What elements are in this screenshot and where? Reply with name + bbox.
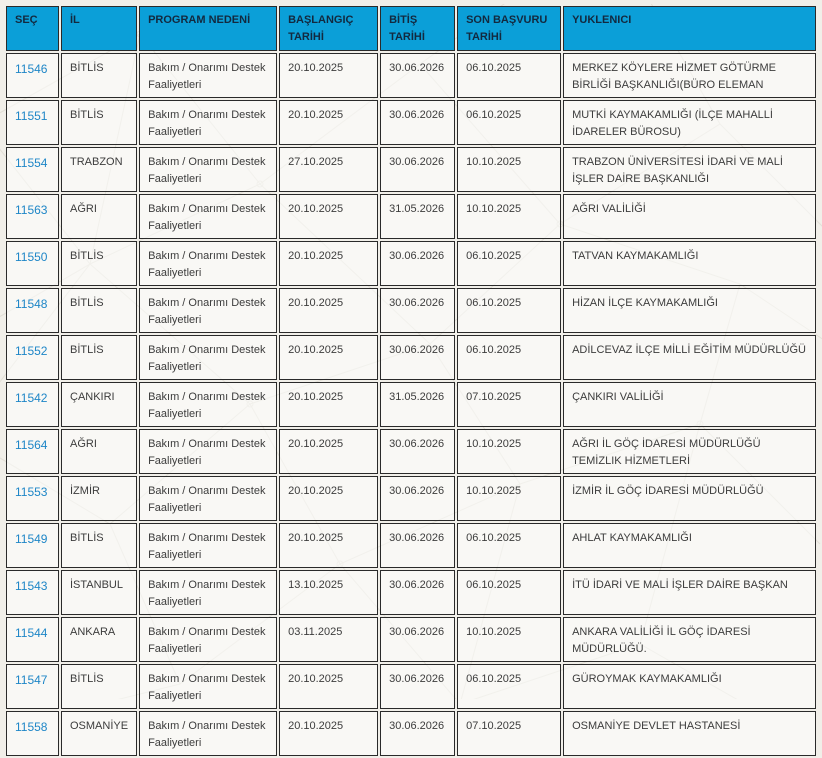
column-header-sec: SEÇ	[6, 6, 59, 51]
column-header-program: PROGRAM NEDENİ	[139, 6, 277, 51]
cell-bitis: 30.06.2026	[380, 53, 455, 98]
cell-yuklenici: ADİLCEVAZ İLÇE MİLLİ EĞİTİM MÜDÜRLÜĞÜ	[563, 335, 816, 380]
cell-program: Bakım / Onarımı Destek Faaliyetleri	[139, 288, 277, 333]
cell-yuklenici: AĞRI VALİLİĞİ	[563, 194, 816, 239]
cell-son_basvuru: 06.10.2025	[457, 100, 561, 145]
row-select-link[interactable]: 11550	[15, 250, 48, 265]
cell-yuklenici: HİZAN İLÇE KAYMAKAMLIĞI	[563, 288, 816, 333]
cell-baslangic: 20.10.2025	[279, 288, 378, 333]
cell-yuklenici: AHLAT KAYMAKAMLIĞI	[563, 523, 816, 568]
cell-sec	[6, 335, 59, 380]
cell-son_basvuru: 06.10.2025	[457, 241, 561, 286]
cell-baslangic: 20.10.2025	[279, 523, 378, 568]
cell-bitis: 30.06.2026	[380, 100, 455, 145]
cell-il: BİTLİS	[61, 241, 137, 286]
table-row	[6, 335, 816, 380]
cell-bitis: 30.06.2026	[380, 617, 455, 662]
cell-program: Bakım / Onarımı Destek Faaliyetleri	[139, 147, 277, 192]
cell-yuklenici: ANKARA VALİLİĞİ İL GÖÇ İDARESİ MÜDÜRLÜĞÜ.	[563, 617, 816, 662]
row-select-link[interactable]: 11548	[15, 297, 48, 312]
cell-sec	[6, 241, 59, 286]
column-header-il: İL	[61, 6, 137, 51]
row-select-link[interactable]: 11544	[15, 626, 48, 641]
cell-yuklenici: ÇANKIRI VALİLİĞİ	[563, 382, 816, 427]
cell-yuklenici: TATVAN KAYMAKAMLIĞI	[563, 241, 816, 286]
cell-bitis: 30.06.2026	[380, 570, 455, 615]
cell-bitis: 30.06.2026	[380, 429, 455, 474]
cell-sec	[6, 570, 59, 615]
cell-baslangic: 20.10.2025	[279, 476, 378, 521]
cell-program: Bakım / Onarımı Destek Faaliyetleri	[139, 570, 277, 615]
row-select-link[interactable]: 11564	[15, 438, 48, 453]
table-row	[6, 523, 816, 568]
cell-il: BİTLİS	[61, 53, 137, 98]
cell-il: OSMANİYE	[61, 711, 137, 756]
cell-baslangic: 20.10.2025	[279, 382, 378, 427]
table-row	[6, 382, 816, 427]
cell-sec	[6, 147, 59, 192]
table-body	[6, 53, 816, 756]
cell-sec	[6, 382, 59, 427]
cell-sec	[6, 288, 59, 333]
cell-baslangic: 20.10.2025	[279, 429, 378, 474]
cell-yuklenici: OSMANİYE DEVLET HASTANESİ	[563, 711, 816, 756]
cell-program: Bakım / Onarımı Destek Faaliyetleri	[139, 523, 277, 568]
cell-bitis: 30.06.2026	[380, 711, 455, 756]
column-header-baslangic: BAŞLANGIÇ TARİHİ	[279, 6, 378, 51]
cell-son_basvuru: 06.10.2025	[457, 53, 561, 98]
cell-son_basvuru: 06.10.2025	[457, 523, 561, 568]
cell-il: İZMİR	[61, 476, 137, 521]
column-header-son_basvuru: SON BAŞVURU TARİHİ	[457, 6, 561, 51]
column-header-yuklenici: YUKLENICI	[563, 6, 816, 51]
cell-yuklenici: GÜROYMAK KAYMAKAMLIĞI	[563, 664, 816, 709]
cell-sec	[6, 617, 59, 662]
row-select-link[interactable]: 11554	[15, 156, 48, 171]
table-row	[6, 53, 816, 98]
cell-program: Bakım / Onarımı Destek Faaliyetleri	[139, 382, 277, 427]
table-row	[6, 476, 816, 521]
cell-sec	[6, 53, 59, 98]
cell-baslangic: 20.10.2025	[279, 53, 378, 98]
cell-bitis: 30.06.2026	[380, 147, 455, 192]
cell-baslangic: 20.10.2025	[279, 711, 378, 756]
cell-bitis: 30.06.2026	[380, 523, 455, 568]
cell-son_basvuru: 06.10.2025	[457, 288, 561, 333]
cell-baslangic: 20.10.2025	[279, 664, 378, 709]
cell-bitis: 30.06.2026	[380, 476, 455, 521]
cell-son_basvuru: 07.10.2025	[457, 382, 561, 427]
cell-baslangic: 13.10.2025	[279, 570, 378, 615]
cell-son_basvuru: 10.10.2025	[457, 194, 561, 239]
cell-sec	[6, 523, 59, 568]
cell-program: Bakım / Onarımı Destek Faaliyetleri	[139, 335, 277, 380]
cell-sec	[6, 664, 59, 709]
cell-sec	[6, 476, 59, 521]
cell-program: Bakım / Onarımı Destek Faaliyetleri	[139, 194, 277, 239]
cell-program: Bakım / Onarımı Destek Faaliyetleri	[139, 476, 277, 521]
cell-son_basvuru: 10.10.2025	[457, 476, 561, 521]
table-row	[6, 100, 816, 145]
cell-il: ANKARA	[61, 617, 137, 662]
cell-sec	[6, 194, 59, 239]
cell-bitis: 30.06.2026	[380, 664, 455, 709]
row-select-link[interactable]: 11542	[15, 391, 48, 406]
table-row	[6, 711, 816, 756]
cell-il: BİTLİS	[61, 664, 137, 709]
cell-il: BİTLİS	[61, 335, 137, 380]
cell-program: Bakım / Onarımı Destek Faaliyetleri	[139, 617, 277, 662]
cell-baslangic: 20.10.2025	[279, 100, 378, 145]
cell-program: Bakım / Onarımı Destek Faaliyetleri	[139, 711, 277, 756]
cell-baslangic: 03.11.2025	[279, 617, 378, 662]
table-row	[6, 570, 816, 615]
cell-son_basvuru: 07.10.2025	[457, 711, 561, 756]
cell-son_basvuru: 06.10.2025	[457, 570, 561, 615]
table-row	[6, 147, 816, 192]
cell-yuklenici: MUTKİ KAYMAKAMLIĞI (İLÇE MAHALLİ İDARELER BÜROSU)	[563, 100, 816, 145]
cell-bitis: 30.06.2026	[380, 335, 455, 380]
cell-program: Bakım / Onarımı Destek Faaliyetleri	[139, 664, 277, 709]
cell-son_basvuru: 10.10.2025	[457, 429, 561, 474]
row-select-link[interactable]: 11546	[15, 62, 48, 77]
cell-son_basvuru: 06.10.2025	[457, 335, 561, 380]
row-select-link[interactable]: 11547	[15, 673, 48, 688]
row-select-link[interactable]: 11558	[15, 720, 48, 735]
cell-baslangic: 20.10.2025	[279, 335, 378, 380]
cell-yuklenici: İTÜ İDARİ VE MALİ İŞLER DAİRE BAŞKAN	[563, 570, 816, 615]
cell-yuklenici: TRABZON ÜNİVERSİTESİ İDARİ VE MALİ İŞLER DAİRE BAŞKANLIĞI	[563, 147, 816, 192]
cell-son_basvuru: 10.10.2025	[457, 617, 561, 662]
cell-il: BİTLİS	[61, 100, 137, 145]
cell-bitis: 31.05.2026	[380, 382, 455, 427]
row-select-link[interactable]: 11549	[15, 532, 48, 547]
cell-il: İSTANBUL	[61, 570, 137, 615]
cell-bitis: 31.05.2026	[380, 194, 455, 239]
cell-il: AĞRI	[61, 429, 137, 474]
table-header-row	[6, 6, 816, 51]
cell-son_basvuru: 06.10.2025	[457, 664, 561, 709]
cell-baslangic: 20.10.2025	[279, 194, 378, 239]
row-select-link[interactable]: 11543	[15, 579, 48, 594]
table-head	[6, 6, 816, 51]
cell-son_basvuru: 10.10.2025	[457, 147, 561, 192]
cell-il: BİTLİS	[61, 523, 137, 568]
column-header-bitis: BİTİŞ TARİHİ	[380, 6, 455, 51]
cell-program: Bakım / Onarımı Destek Faaliyetleri	[139, 429, 277, 474]
cell-sec	[6, 429, 59, 474]
cell-sec	[6, 100, 59, 145]
cell-sec	[6, 711, 59, 756]
row-select-link[interactable]: 11553	[15, 485, 48, 500]
cell-program: Bakım / Onarımı Destek Faaliyetleri	[139, 53, 277, 98]
row-select-link[interactable]: 11552	[15, 344, 48, 359]
cell-yuklenici: MERKEZ KÖYLERE HİZMET GÖTÜRME BİRLİĞİ BAŞKANLIĞI(BÜRO ELEMAN	[563, 53, 816, 98]
cell-baslangic: 27.10.2025	[279, 147, 378, 192]
cell-il: AĞRI	[61, 194, 137, 239]
cell-program: Bakım / Onarımı Destek Faaliyetleri	[139, 100, 277, 145]
cell-il: TRABZON	[61, 147, 137, 192]
cell-il: BİTLİS	[61, 288, 137, 333]
open-positions-table	[4, 4, 818, 758]
table-row	[6, 429, 816, 474]
cell-baslangic: 20.10.2025	[279, 241, 378, 286]
table-row	[6, 241, 816, 286]
cell-program: Bakım / Onarımı Destek Faaliyetleri	[139, 241, 277, 286]
row-select-link[interactable]: 11563	[15, 203, 48, 218]
cell-bitis: 30.06.2026	[380, 288, 455, 333]
row-select-link[interactable]: 11551	[15, 109, 48, 124]
cell-yuklenici: İZMİR İL GÖÇ İDARESİ MÜDÜRLÜĞÜ	[563, 476, 816, 521]
cell-il: ÇANKIRI	[61, 382, 137, 427]
table-row	[6, 194, 816, 239]
table-row	[6, 617, 816, 662]
table-row	[6, 664, 816, 709]
cell-bitis: 30.06.2026	[380, 241, 455, 286]
table-row	[6, 288, 816, 333]
cell-yuklenici: AĞRI İL GÖÇ İDARESİ MÜDÜRLÜĞÜ TEMİZLIK HİZMETLERİ	[563, 429, 816, 474]
